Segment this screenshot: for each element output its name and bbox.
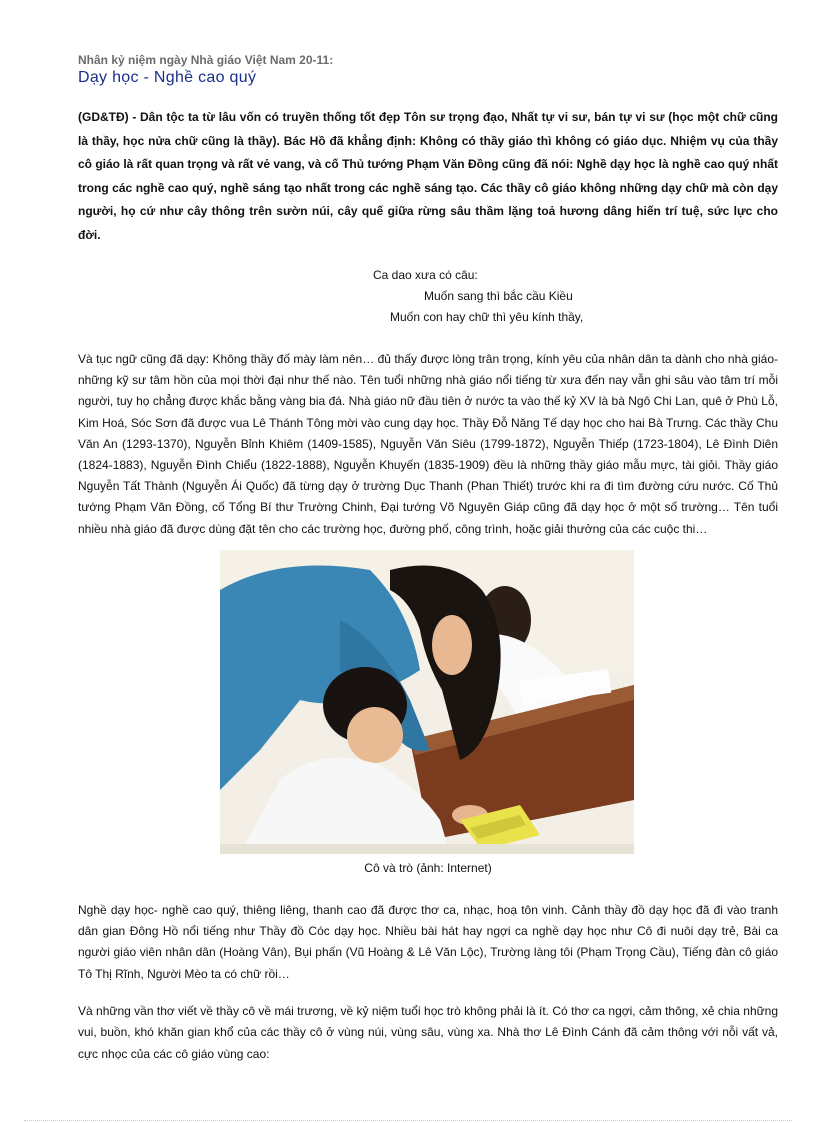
article-kicker: Nhân kỷ niệm ngày Nhà giáo Việt Nam 20-11: bbox=[78, 53, 334, 67]
folk-poem bbox=[78, 265, 778, 329]
poem-line-1: Muốn sang thì bắc cầu Kiều bbox=[424, 289, 573, 303]
article-lead: (GD&TĐ) - Dân tộc ta từ lâu vốn có truyền thống tốt đẹp Tôn sư trọng đạo, Nhất tự vi sư, bán tự vi sư (học một chữ cũng là thầy, học nửa chữ cũng là thầy). Bác Hồ đã khẳng định: Không có thầy giáo thì không có giáo dục. Nhiệm vụ của thầy cô giáo là rất quan trọng và rất vẻ vang, và cố Thủ tướng Phạm Văn Đồng cũng đã nói: Nghề dạy học là nghề cao quý nhất trong các nghề cao quý, nghề sáng tạo nhất trong các nghề sáng tạo. Các thầy cô giáo không những dạy chữ mà còn dạy người, họ cứ như cây thông trên sườn núi, cây quế giữa rừng sâu thầm lặng toả hương dâng hiến trí tuệ, sức lực cho đời. bbox=[78, 110, 778, 242]
article-title: Dạy học - Nghề cao quý bbox=[78, 69, 257, 86]
article-figure bbox=[78, 550, 778, 876]
poem-line-2: Muốn con hay chữ thì yêu kính thầy, bbox=[390, 310, 584, 324]
figure-caption: Cô và trò (ảnh: Internet) bbox=[364, 860, 492, 875]
photo-illustration bbox=[220, 550, 634, 854]
teacher-and-student-photo bbox=[220, 550, 634, 854]
body-paragraph-1: Và tục ngữ cũng đã dạy: Không thầy đố mày làm nên… đủ thấy được lòng trân trọng, kính yêu của nhân dân ta dành cho nhà giáo- những kỹ sư tâm hồn của mọi thời đại như thế nào. Tên tuổi những nhà giáo nổi tiếng từ xưa đến nay vẫn ghi sâu vào tâm trí mỗi người, tuy họ chẳng được khắc bằng vàng bia đá. Nhà giáo nữ đầu tiên ở nước ta vào thế kỷ XV là bà Ngô Chi Lan, quê ở Phù Lỗ, Kim Hoá, Sóc Sơn đã được vua Lê Thánh Tông mời vào cung dạy học. Thầy Đỗ Năng Tế dạy học cho hai Bà Trưng. Các thầy Chu Văn An (1293-1370), Nguyễn Bỉnh Khiêm (1409-1585), Nguyễn Văn Siêu (1799-1872), Nguyễn Thiếp (1723-1804), Lê Đình Diên (1824-1883), Nguyễn Đình Chiểu (1822-1888), Nguyễn Khuyến (1835-1909) đều là những thầy giáo mẫu mực, tài giỏi. Thầy giáo Nguyễn Tất Thành (Nguyễn Ái Quốc) đã từng dạy ở trường Dục Thanh (Phan Thiết) trước khi ra đi tìm đường cứu nước. Cố Thủ tướng Phạm Văn Đồng, cố Tổng Bí thư Trường Chinh, Đại tướng Võ Nguyên Giáp cũng đã dạy học ở một số trường… Tên tuổi nhiều nhà giáo đã được dùng đặt tên cho các trường học, đường phố, công trình, hoặc giải thưởng của các cuộc thi… bbox=[78, 352, 778, 536]
article bbox=[78, 52, 778, 1081]
body-paragraph-2: Nghề dạy học- nghề cao quý, thiêng liêng, thanh cao đã được thơ ca, nhạc, hoạ tôn vinh. Cảnh thầy đồ dạy học đã đi vào tranh dân gian Đông Hồ nổi tiếng như Thầy đồ Cóc dạy học. Nhiều bài hát hay ngợi ca nghề dạy học như Cô đi nuôi dạy trẻ, Bài ca người giáo viên nhân dân (Hoàng Vân), Bụi phấn (Vũ Hoàng & Lê Văn Lộc), Trường làng tôi (Phạm Trọng Cầu), Tiếng đàn cô giáo Tô Thị Rĩnh, Người Mèo ta có chữ rồi… bbox=[78, 902, 778, 981]
page-bottom-divider bbox=[24, 1120, 792, 1121]
poem-intro: Ca dao xưa có câu: bbox=[373, 268, 478, 282]
body-paragraph-3: Và những vần thơ viết về thầy cô về mái trương, về kỷ niệm tuổi học trò không phải là ít. Có thơ ca ngợi, cảm thông, xẻ chia những vui, buồn, khó khăn gian khổ của các thầy cô ở vùng núi, vùng sâu, vùng xa. Nhà thơ Lê Đình Cánh đã cảm thông với nỗi vất vả, cực nhọc của các cô giáo vùng cao: bbox=[78, 1004, 778, 1061]
